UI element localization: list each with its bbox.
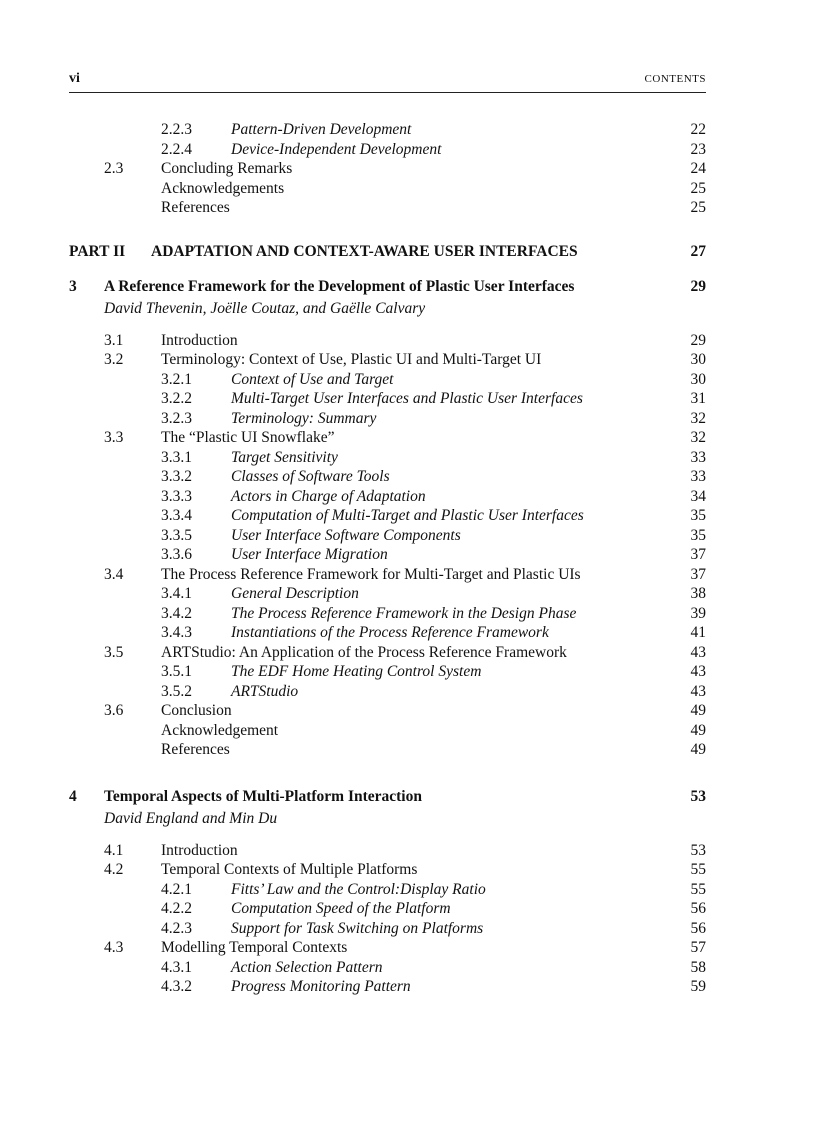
entry-title: Classes of Software Tools [231,468,390,485]
toc-entry[interactable] [69,721,706,741]
entry-number: 4.2.2 [161,900,192,917]
entry-number: 4.3 [104,939,124,956]
entry-page: 58 [690,958,706,976]
entry-number: 3.1 [104,331,124,349]
entry-number: 3.4.2 [161,604,192,622]
toc-entry[interactable] [69,179,706,199]
entry-title: Terminology: Summary [231,409,377,427]
chapter-number: 4 [69,787,77,805]
toc-entry[interactable] [69,545,706,565]
entry-number: 4.2 [104,861,124,878]
entry-page: 43 [690,682,706,700]
entry-page: 39 [690,604,706,622]
entry-page: 49 [690,702,706,719]
entry-title: The Process Reference Framework for Multi-Target and Plastic UIs [161,565,581,583]
entry-number: 3.3.4 [161,507,192,524]
chapter-title: Temporal Aspects of Multi-Platform Interaction [104,787,422,805]
entry-number: 3.4.1 [161,585,192,602]
header-rule [69,92,706,93]
toc-entry[interactable] [69,506,706,526]
entry-number: 3.4 [104,565,124,583]
entry-number: 4.1 [104,841,124,859]
authors-text: David Thevenin, Joëlle Coutaz, and Gaëlle Calvary [104,299,426,317]
entry-title: Instantiations of the Process Reference Framework [231,624,549,641]
entry-title: Context of Use and Target [231,370,394,388]
entry-number: 3.5.1 [161,663,192,680]
entry-number: 2.3 [104,160,124,177]
entry-page: 33 [690,468,706,485]
toc-entry[interactable] [69,526,706,546]
entry-title: Computation of Multi-Target and Plastic User Interfaces [231,507,584,524]
entry-number: 3.3.3 [161,487,192,505]
entry-title: Acknowledgement [161,721,279,739]
entry-title: User Interface Software Components [231,526,461,544]
toc-entry[interactable] [69,159,706,179]
entry-title: Computation Speed of the Platform [231,900,451,917]
running-header: CONTENTS [644,73,706,85]
toc-entry[interactable] [69,977,706,997]
entry-number: 2.2.3 [161,121,192,138]
toc-entry[interactable] [69,682,706,702]
toc-entry[interactable] [69,958,706,978]
toc-entry[interactable] [69,409,706,429]
chapter-heading[interactable] [69,786,706,808]
toc-entry[interactable] [69,643,706,663]
chapter-page: 29 [690,277,706,295]
toc-entry[interactable] [69,350,706,370]
toc-entry[interactable] [69,899,706,919]
entry-page: 25 [690,179,706,197]
entry-page: 55 [690,861,706,878]
entry-title: The “Plastic UI Snowflake” [161,429,335,446]
entry-number: 3.3.2 [161,468,192,485]
entry-number: 3.2.2 [161,390,192,407]
entry-page: 22 [690,121,706,138]
entry-page: 57 [690,939,706,956]
authors-text: David England and Min Du [104,809,278,827]
entry-title: Device-Independent Development [231,140,442,158]
entry-page: 35 [690,526,706,544]
entry-title: Action Selection Pattern [231,958,383,976]
toc-entry[interactable] [69,860,706,880]
entry-title: Conclusion [161,702,232,719]
toc-entry[interactable] [69,448,706,468]
toc-entry[interactable] [69,428,706,448]
entry-number: 4.3.1 [161,958,192,976]
entry-title: User Interface Migration [231,546,388,563]
toc-entry[interactable] [69,604,706,624]
toc-entry[interactable] [69,880,706,900]
entry-title: General Description [231,585,359,602]
toc-entry[interactable] [69,701,706,721]
part-page: 27 [690,242,706,260]
entry-number: 3.2.3 [161,409,192,427]
entry-number: 3.3.1 [161,448,192,466]
entry-page: 24 [690,160,706,177]
entry-number: 3.3 [104,429,124,446]
entry-title: Introduction [161,841,238,859]
entry-page: 32 [690,409,706,427]
entry-title: References [161,199,230,216]
toc-entry[interactable] [69,623,706,643]
entry-page: 56 [690,900,706,917]
entry-number: 3.5.2 [161,682,192,700]
entry-title: Introduction [161,331,238,349]
toc-entry[interactable] [69,487,706,507]
entry-page: 37 [690,565,706,583]
entry-number: 3.5 [104,643,124,661]
entry-page: 32 [690,429,706,446]
entry-title: Acknowledgements [161,179,285,197]
entry-title: Multi-Target User Interfaces and Plastic User Interfaces [231,390,583,407]
part-label: PART II [69,242,126,260]
entry-page: 49 [690,721,706,739]
page-number: vi [69,71,80,86]
toc-entry[interactable] [69,331,706,351]
entry-number: 4.3.2 [161,978,192,995]
toc-entry[interactable] [69,140,706,160]
entry-page: 37 [690,546,706,563]
entry-title: Actors in Charge of Adaptation [231,487,426,505]
chapter-page: 53 [690,787,706,805]
entry-page: 30 [690,351,706,368]
entry-page: 56 [690,919,706,937]
entry-page: 43 [690,643,706,661]
entry-page: 30 [690,370,706,388]
toc-entry[interactable] [69,841,706,861]
part-title: ADAPTATION AND CONTEXT-AWARE USER INTERFACES [151,242,578,260]
part-heading[interactable] [69,240,706,264]
toc-entry[interactable] [69,938,706,958]
toc-entry[interactable] [69,120,706,140]
toc-entry[interactable] [69,919,706,939]
entry-number: 2.2.4 [161,140,192,158]
entry-page: 23 [690,140,706,158]
entry-number: 3.3.6 [161,546,192,563]
entry-title: References [161,741,230,758]
entry-number: 3.4.3 [161,624,192,641]
entry-page: 34 [690,487,706,505]
entry-title: Temporal Contexts of Multiple Platforms [161,861,418,878]
chapter-authors [69,298,706,319]
entry-page: 38 [690,585,706,602]
table-of-contents [69,120,706,997]
chapter-title: A Reference Framework for the Development of Plastic User Interfaces [104,277,575,295]
entry-page: 31 [690,390,706,407]
chapter-authors [69,808,706,829]
entry-page: 43 [690,663,706,680]
entry-page: 49 [690,741,706,758]
toc-entry[interactable] [69,467,706,487]
entry-page: 33 [690,448,706,466]
entry-title: The Process Reference Framework in the Design Phase [231,604,577,622]
entry-number: 3.6 [104,702,124,719]
entry-title: Pattern-Driven Development [231,121,412,138]
entry-page: 35 [690,507,706,524]
entry-title: ARTStudio [231,682,299,700]
entry-title: Target Sensitivity [231,448,338,466]
entry-title: Support for Task Switching on Platforms [231,919,484,937]
entry-page: 55 [690,880,706,898]
entry-title: The EDF Home Heating Control System [231,663,482,680]
entry-number: 3.3.5 [161,526,192,544]
toc-entry[interactable] [69,740,706,760]
chapter-heading[interactable] [69,276,706,298]
entry-title: Progress Monitoring Pattern [231,978,411,995]
entry-title: ARTStudio: An Application of the Process Reference Framework [161,643,567,661]
toc-entry[interactable] [69,370,706,390]
toc-entry[interactable] [69,198,706,218]
entry-page: 53 [690,841,706,859]
entry-page: 41 [690,624,706,641]
entry-page: 25 [690,199,706,216]
toc-entry[interactable] [69,565,706,585]
entry-title: Terminology: Context of Use, Plastic UI and Multi-Target UI [161,351,542,368]
entry-number: 3.2 [104,351,124,368]
chapter-number: 3 [69,277,77,295]
entry-page: 29 [690,331,706,349]
entry-page: 59 [690,978,706,995]
entry-title: Fitts’ Law and the Control:Display Ratio [231,880,486,898]
toc-entry[interactable] [69,584,706,604]
entry-title: Modelling Temporal Contexts [161,939,348,956]
toc-entry[interactable] [69,662,706,682]
entry-number: 4.2.1 [161,880,192,898]
toc-entry[interactable] [69,389,706,409]
entry-number: 4.2.3 [161,919,192,937]
entry-title: Concluding Remarks [161,160,293,177]
entry-number: 3.2.1 [161,370,192,388]
